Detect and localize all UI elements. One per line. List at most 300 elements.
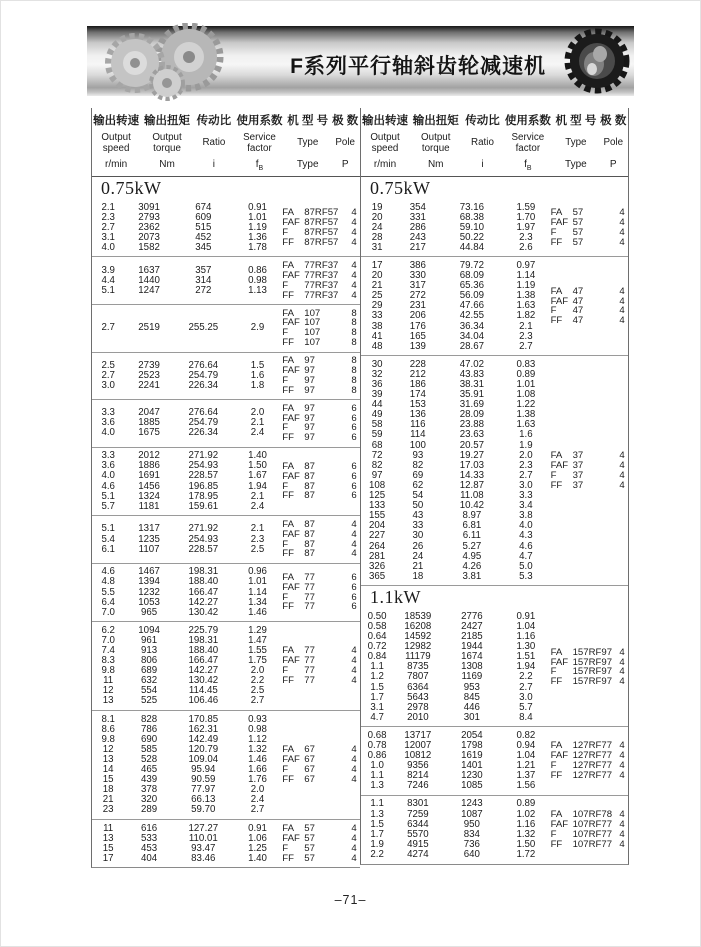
header-output-speed-zh: 输出转速 <box>93 115 140 127</box>
cell: 20.57 <box>459 439 484 451</box>
cell: 2.7 <box>101 369 115 381</box>
cell: 204 <box>369 520 386 532</box>
data-rows <box>92 824 282 864</box>
cell: 5.1 <box>101 523 115 535</box>
cell: 4.3 <box>519 530 533 542</box>
data-rows <box>92 715 282 816</box>
type-model: 97 <box>304 374 315 386</box>
ratio-block <box>92 710 360 819</box>
cell: 142.27 <box>188 596 219 608</box>
cell: 6.1 <box>101 543 115 555</box>
tables-area <box>91 108 629 868</box>
type-pole: 4 <box>619 226 625 238</box>
type-prefix: FA <box>550 808 563 820</box>
type-pole: 4 <box>619 285 625 297</box>
unit-nm: Nm <box>159 159 175 170</box>
type-prefix: FAF <box>550 818 569 830</box>
cell: 1.63 <box>516 300 536 312</box>
cell: 1.1 <box>370 770 384 782</box>
cell: 1691 <box>138 470 160 482</box>
cell: 0.68 <box>367 729 387 741</box>
cell: 1.34 <box>248 596 267 608</box>
type-prefix: FF <box>550 770 563 782</box>
cell: 6.81 <box>462 520 482 532</box>
type-pole: 8 <box>351 364 357 376</box>
cell: 31.69 <box>459 399 484 411</box>
type-model: 77RF37 <box>304 259 339 271</box>
cell: 330 <box>409 270 426 282</box>
type-model: 37 <box>572 469 584 481</box>
unit-type: Type <box>296 159 319 170</box>
cell: 4.7 <box>370 711 384 723</box>
cell: 331 <box>409 211 426 223</box>
table-body-right <box>361 177 628 864</box>
cell: 47.66 <box>459 300 484 312</box>
cell: 2978 <box>407 701 429 713</box>
header-pole-zh: 极 数 <box>332 115 359 127</box>
data-rows <box>361 612 551 723</box>
type-prefix: FAF <box>550 459 569 471</box>
cell: 616 <box>140 822 158 834</box>
type-model: 87RF57 <box>304 206 339 218</box>
gears-illustration-icon <box>89 23 259 101</box>
cell: 2.3 <box>519 231 533 243</box>
cell: 68.09 <box>459 270 484 282</box>
cell: 82 <box>412 459 424 471</box>
unit-fb: $f_B$ <box>524 159 532 172</box>
cell: 106.46 <box>188 695 219 707</box>
table-row <box>361 781 551 791</box>
cell: 3091 <box>138 201 160 213</box>
type-list <box>282 208 360 248</box>
type-list <box>282 261 360 301</box>
cell: 11179 <box>405 651 431 663</box>
cell: 2.5 <box>250 543 265 555</box>
cell: 1401 <box>461 760 483 772</box>
unit-type: Type <box>565 159 587 170</box>
type-pole: 4 <box>351 236 357 248</box>
type-model: 87RF57 <box>304 236 339 248</box>
cell: 254.93 <box>188 460 219 472</box>
type-model: 97 <box>304 402 315 414</box>
cell: 50 <box>412 500 424 512</box>
type-pole: 4 <box>351 822 357 834</box>
type-pole: 4 <box>351 645 357 657</box>
cell: 58 <box>371 419 383 431</box>
cell: 127.27 <box>188 822 219 834</box>
type-model: 77 <box>304 581 315 593</box>
ratio-block <box>361 256 628 355</box>
header-output-torque-en: Output torque <box>152 132 182 154</box>
table-row <box>92 854 282 864</box>
cell: 31 <box>371 241 383 253</box>
cell: 41 <box>371 330 383 342</box>
data-rows <box>92 451 282 512</box>
type-model: 107 <box>304 307 321 319</box>
cell: 8.97 <box>462 510 482 522</box>
cell: 3.4 <box>519 500 533 512</box>
type-pole: 8 <box>351 374 357 386</box>
unit-i: i <box>212 159 216 170</box>
cell: 12.87 <box>459 479 484 491</box>
type-prefix: FA <box>282 518 294 530</box>
type-prefix: F <box>550 469 557 481</box>
cell: 116 <box>410 419 426 431</box>
type-pole: 4 <box>619 216 625 228</box>
cell: 5.7 <box>519 701 533 713</box>
type-prefix: F <box>550 828 557 840</box>
type-model: 37 <box>572 450 584 462</box>
table-row <box>361 342 551 352</box>
cell: 2.1 <box>519 320 533 332</box>
cell: 2.0 <box>250 665 265 677</box>
cell: 2.7 <box>250 695 265 707</box>
data-rows <box>92 524 282 554</box>
cell: 15 <box>102 774 114 786</box>
type-list <box>282 520 360 560</box>
type-line <box>282 755 360 765</box>
cell: 9.8 <box>101 665 115 677</box>
cell: 2.0 <box>250 407 265 419</box>
type-model: 67 <box>304 744 315 756</box>
cell: 25 <box>371 290 383 302</box>
cell: 17.03 <box>459 459 484 471</box>
cell: 255.25 <box>188 322 219 334</box>
type-pole: 4 <box>619 760 625 772</box>
type-model: 97 <box>304 432 315 444</box>
type-pole: 4 <box>351 548 357 560</box>
cell: 1674 <box>461 651 483 663</box>
cell: 1.06 <box>248 832 267 844</box>
type-pole: 4 <box>619 676 625 688</box>
type-prefix: FF <box>282 490 294 502</box>
cell: 68.38 <box>459 211 484 223</box>
cell: 0.97 <box>516 259 536 271</box>
cell: 5.5 <box>101 586 115 598</box>
cell: 6.11 <box>462 530 481 542</box>
type-prefix: F <box>282 374 289 386</box>
type-line <box>551 228 628 238</box>
cell: 2012 <box>138 450 160 462</box>
type-prefix: FAF <box>282 269 300 281</box>
cell: 2.2 <box>519 671 533 683</box>
ratio-block <box>361 726 628 795</box>
type-prefix: FF <box>282 236 294 248</box>
type-pole: 4 <box>619 770 625 782</box>
cell: 68 <box>371 439 383 451</box>
cell: 5570 <box>407 828 429 840</box>
cell: 3.6 <box>101 460 115 472</box>
cell: 125 <box>369 490 386 502</box>
type-list <box>551 810 628 850</box>
type-prefix: FA <box>282 822 294 834</box>
cell: 0.91 <box>516 610 536 622</box>
type-prefix: FF <box>282 773 294 785</box>
table-row <box>361 713 551 723</box>
cell: 1.5 <box>250 359 265 371</box>
cell: 1637 <box>138 264 160 276</box>
type-model: 87RF57 <box>304 216 339 228</box>
cell: 2.1 <box>250 523 265 535</box>
type-prefix: FAF <box>282 470 300 482</box>
type-pole: 6 <box>351 480 357 492</box>
type-list <box>551 648 628 688</box>
cell: 254.79 <box>188 369 219 381</box>
cell: 913 <box>140 645 158 656</box>
cell: 170.85 <box>188 713 219 725</box>
cell: 1087 <box>461 808 483 820</box>
cell: 0.96 <box>248 566 267 578</box>
type-model: 47 <box>572 305 584 317</box>
type-model: 157RF97 <box>572 646 613 658</box>
cell: 1.25 <box>248 842 267 854</box>
cell: 39 <box>371 389 383 401</box>
type-pole: 6 <box>351 460 357 472</box>
header-type-en: Type <box>565 137 587 149</box>
cell: 1944 <box>461 641 483 653</box>
cell: 4.0 <box>101 470 115 482</box>
type-model: 107RF78 <box>572 808 613 820</box>
type-pole: 4 <box>351 832 357 844</box>
type-line <box>551 771 628 781</box>
cell: 2.7 <box>250 804 265 816</box>
type-line <box>282 602 360 612</box>
cell: 4.8 <box>101 576 115 588</box>
header-pole-zh: 极 数 <box>600 115 627 127</box>
type-list <box>282 745 360 785</box>
cell: 59 <box>371 429 383 441</box>
header-output-speed-en: Output speed <box>101 132 131 154</box>
cell: 1.5 <box>370 681 384 693</box>
type-pole: 6 <box>351 490 357 502</box>
cell: 4.4 <box>101 274 115 286</box>
cell: 1.3 <box>370 808 384 820</box>
cell: 38.31 <box>459 379 484 390</box>
cell: 225.79 <box>188 624 219 636</box>
type-prefix: FA <box>550 285 563 297</box>
ratio-block <box>92 621 360 710</box>
cell: 0.86 <box>367 750 387 762</box>
cell: 2.1 <box>250 490 265 502</box>
cell: 21 <box>371 280 383 292</box>
table-row <box>92 428 282 438</box>
cell: 1.46 <box>248 606 267 618</box>
cell: 301 <box>463 711 480 723</box>
cell: 525 <box>140 695 158 707</box>
cell: 8.6 <box>101 723 115 735</box>
table-right <box>360 108 629 865</box>
type-prefix: FAF <box>282 832 300 844</box>
cell: 4.0 <box>519 520 533 532</box>
ratio-block <box>92 447 360 516</box>
ratio-block <box>92 199 360 256</box>
cell: 162.31 <box>188 723 219 735</box>
cell: 1181 <box>138 500 160 512</box>
type-prefix: FF <box>282 548 294 560</box>
header-output-torque-en: Output torque <box>421 132 451 154</box>
type-prefix: FAF <box>282 317 300 329</box>
cell: 1.9 <box>370 838 384 850</box>
cell: 66.13 <box>191 794 216 806</box>
cell: 317 <box>409 280 426 292</box>
type-prefix: F <box>282 422 289 434</box>
cell: 1.8 <box>250 379 265 391</box>
cell: 28 <box>371 231 383 243</box>
type-line <box>282 433 360 443</box>
cell: 452 <box>195 231 212 243</box>
cell: 8.1 <box>101 713 115 725</box>
unit-p: P <box>341 159 349 170</box>
header-ratio-en: Ratio <box>202 137 226 149</box>
cell: 4274 <box>407 848 429 860</box>
cell: 3.3 <box>519 490 533 502</box>
cell: 2.7 <box>519 681 533 693</box>
type-prefix: FF <box>282 384 294 396</box>
type-pole: 4 <box>351 216 357 228</box>
cell: 19.27 <box>459 449 484 461</box>
table-row <box>92 545 282 555</box>
header-output-speed-en: Output speed <box>370 132 400 154</box>
table-row <box>361 572 551 582</box>
cell: 2.1 <box>250 417 265 429</box>
data-rows <box>361 731 551 792</box>
cell: 1.72 <box>516 848 536 860</box>
type-line <box>282 583 360 593</box>
type-prefix: FF <box>282 289 294 301</box>
page-title: F系列平行轴斜齿轮减速机 <box>290 55 546 78</box>
cell: 2793 <box>138 211 160 223</box>
type-prefix: FF <box>550 315 563 327</box>
cell: 465 <box>140 764 158 776</box>
cell: 59.70 <box>191 804 216 816</box>
cell: 0.78 <box>367 740 387 751</box>
cell: 0.50 <box>367 610 387 622</box>
page-banner <box>87 26 634 96</box>
cell: 6.2 <box>101 624 115 636</box>
cell: 1317 <box>138 523 160 535</box>
cell: 953 <box>463 681 480 693</box>
type-model: 67 <box>304 754 315 766</box>
cell: 26 <box>412 540 424 552</box>
cell: 7259 <box>407 808 429 820</box>
type-prefix: F <box>282 226 289 238</box>
type-line <box>282 338 360 348</box>
cell: 18539 <box>404 610 432 622</box>
type-pole: 4 <box>351 259 357 271</box>
type-model: 57 <box>572 236 584 248</box>
type-line <box>551 471 628 481</box>
cell: 228 <box>409 358 426 370</box>
cell: 2.7 <box>101 221 115 233</box>
cell: 314 <box>195 274 212 286</box>
cell: 198.31 <box>188 566 219 578</box>
cell: 95.94 <box>191 764 216 776</box>
type-line <box>282 834 360 844</box>
cell: 264 <box>369 540 386 552</box>
type-pole: 4 <box>351 754 357 766</box>
cell: 2.2 <box>370 848 384 860</box>
type-pole: 8 <box>351 337 357 349</box>
type-pole: 4 <box>351 744 357 756</box>
cell: 36.34 <box>459 320 484 332</box>
cell: 632 <box>140 675 158 687</box>
cell: 36 <box>371 379 383 390</box>
cell: 1.76 <box>248 774 267 786</box>
cell: 1.19 <box>248 221 267 233</box>
type-model: 87 <box>304 538 315 550</box>
cell: 585 <box>140 743 158 755</box>
type-model: 57 <box>304 852 315 864</box>
cell: 4.6 <box>101 480 115 492</box>
cell: 11 <box>103 675 114 687</box>
cell: 43 <box>412 510 424 522</box>
cell: 79.72 <box>459 259 484 271</box>
cell: 6.4 <box>101 596 115 608</box>
cell: 108 <box>369 479 386 491</box>
type-model: 87RF57 <box>304 226 339 238</box>
type-pole: 4 <box>619 740 625 752</box>
type-prefix: F <box>282 764 289 776</box>
type-prefix: F <box>282 480 289 492</box>
cell: 554 <box>140 685 158 697</box>
cell: 0.89 <box>516 798 536 810</box>
cell: 11.08 <box>460 490 484 502</box>
type-model: 157RF97 <box>572 666 613 678</box>
cell: 109.04 <box>188 753 219 765</box>
cell: 1.94 <box>516 661 536 673</box>
cell: 1.08 <box>516 389 536 401</box>
cell: 1.78 <box>248 241 267 253</box>
unit-fb: $f_B$ <box>255 159 264 172</box>
table-row <box>92 524 282 534</box>
cell: 1324 <box>138 490 160 502</box>
cell: 9356 <box>407 760 429 772</box>
cell: 228.57 <box>188 470 219 482</box>
cell: 326 <box>369 560 386 572</box>
type-line <box>551 306 628 316</box>
cell: 1.9 <box>519 439 533 451</box>
data-rows <box>361 360 551 582</box>
cell: 100 <box>409 439 426 451</box>
cell: 15 <box>102 842 114 854</box>
type-pole: 4 <box>619 305 625 317</box>
cell: 30 <box>412 530 424 542</box>
type-model: 87 <box>304 470 315 482</box>
cell: 10.42 <box>459 500 484 512</box>
cell: 17 <box>371 259 383 271</box>
type-pole: 4 <box>351 842 357 854</box>
data-rows <box>92 567 282 617</box>
cell: 90.59 <box>191 774 216 786</box>
type-line <box>551 316 628 326</box>
cell: 1.82 <box>516 310 536 322</box>
unit-rpm: r/min <box>373 159 397 170</box>
type-pole: 6 <box>351 412 357 424</box>
cell: 43.83 <box>459 368 484 380</box>
cell: 8301 <box>407 798 429 810</box>
cell: 1.50 <box>516 838 536 850</box>
type-list <box>551 287 628 327</box>
type-line <box>551 677 628 687</box>
cell: 47.02 <box>459 358 484 370</box>
type-model: 87 <box>304 490 315 502</box>
type-prefix: FAF <box>282 412 300 424</box>
cell: 21 <box>102 794 114 806</box>
type-prefix: FA <box>550 740 563 752</box>
cell: 165 <box>409 330 426 342</box>
cell: 0.64 <box>367 631 387 643</box>
cell: 20 <box>371 270 383 282</box>
